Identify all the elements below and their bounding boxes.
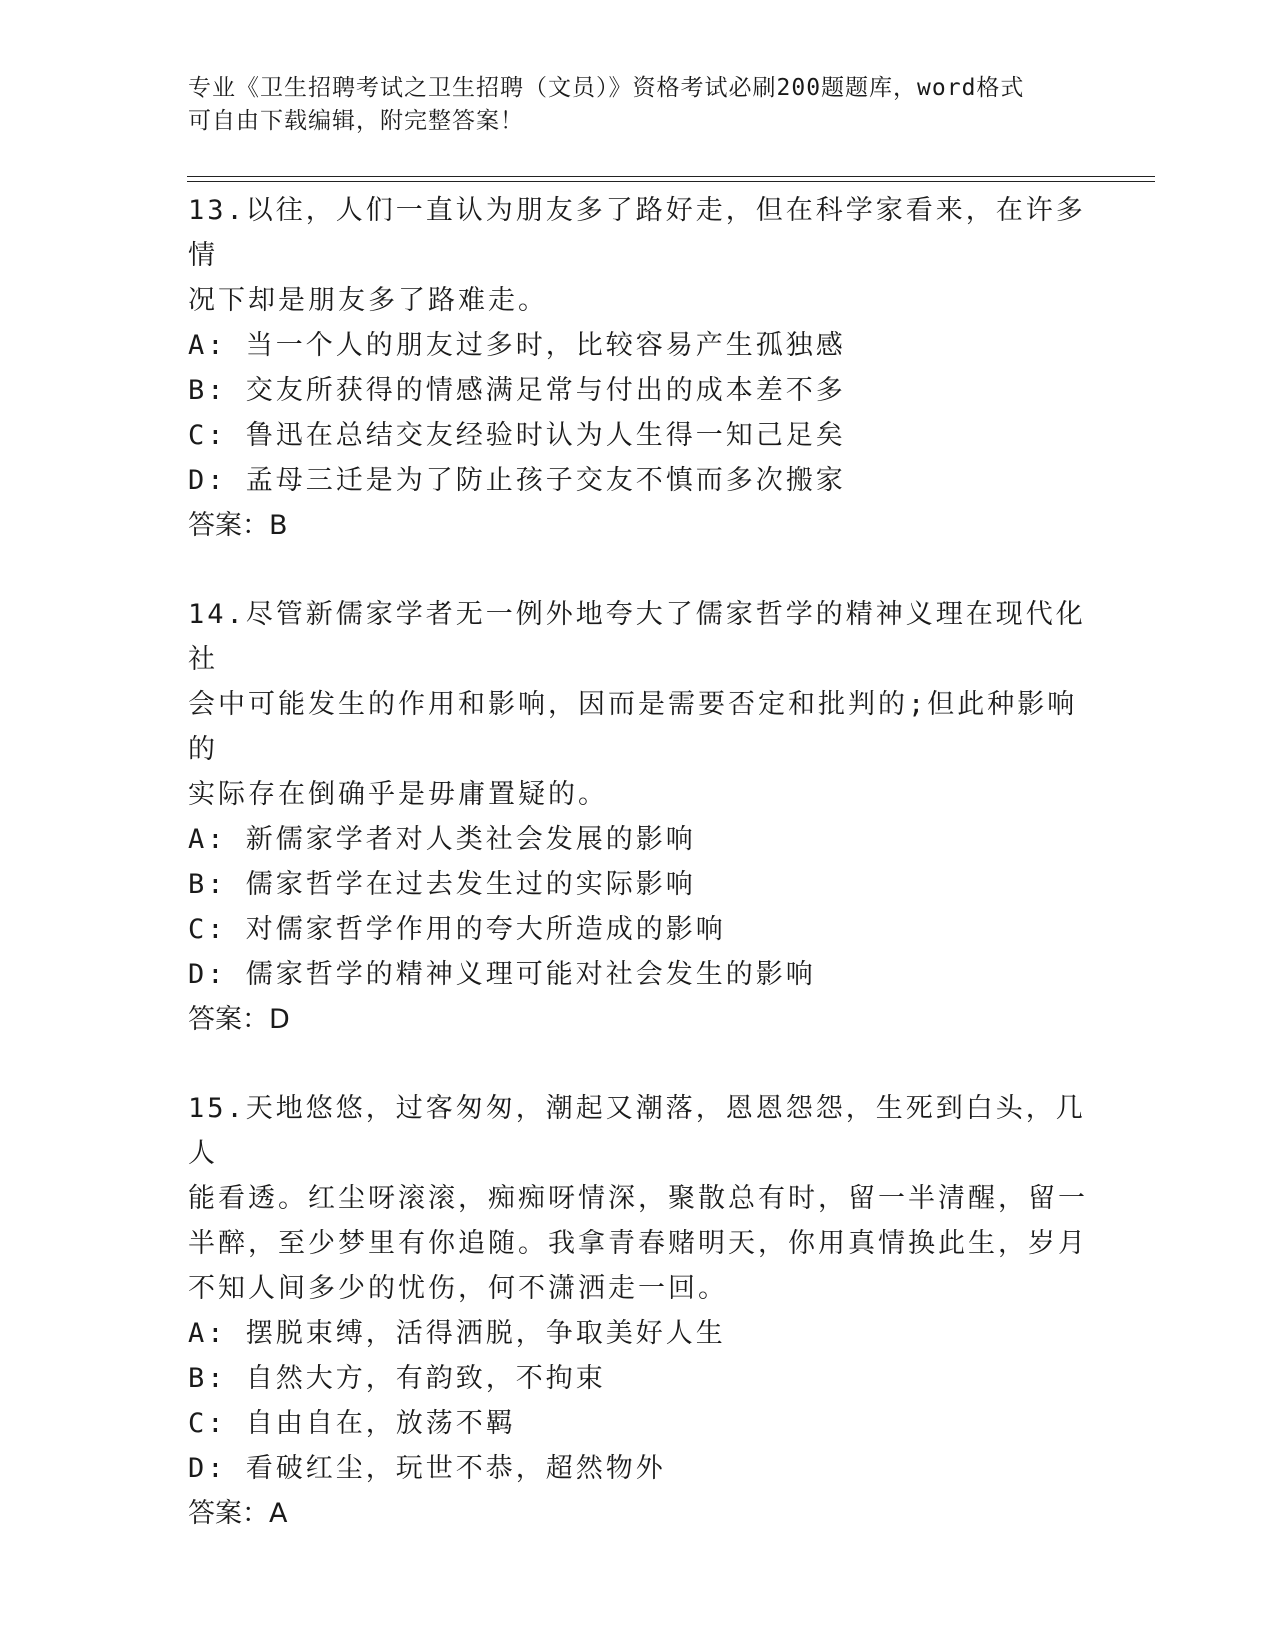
stem-line: 能看透。红尘呀滚滚，痴痴呀情深，聚散总有时，留一半清醒，留一 <box>188 1183 1088 1214</box>
header-divider-top <box>187 176 1155 177</box>
stem-line: 不知人间多少的忧伤，何不潇洒走一回。 <box>188 1273 728 1304</box>
option-c: C: 对儒家哲学作用的夸大所造成的影响 <box>188 914 726 945</box>
question-15 <box>188 1086 1088 1536</box>
stem-line: 半醉，至少梦里有你追随。我拿青春赌明天，你用真情换此生，岁月 <box>188 1228 1088 1259</box>
stem-line: 况下却是朋友多了路难走。 <box>188 285 548 316</box>
question-list <box>188 188 1088 1580</box>
option-c: C: 自由自在，放荡不羁 <box>188 1408 516 1439</box>
question-stem <box>188 188 1088 323</box>
option-d: D: 儒家哲学的精神义理可能对社会发生的影响 <box>188 959 816 990</box>
option-a: A: 当一个人的朋友过多时，比较容易产生孤独感 <box>188 330 846 361</box>
option-a: A: 摆脱束缚，活得洒脱，争取美好人生 <box>188 1318 726 1349</box>
answer: 答案：D <box>188 1004 290 1035</box>
option-c: C: 鲁迅在总结交友经验时认为人生得一知己足矣 <box>188 420 846 451</box>
document-header <box>188 72 1068 138</box>
option-b: B: 交友所获得的情感满足常与付出的成本差不多 <box>188 375 846 406</box>
stem-line: 实际存在倒确乎是毋庸置疑的。 <box>188 779 608 810</box>
option-d: D: 孟母三迁是为了防止孩子交友不慎而多次搬家 <box>188 465 846 496</box>
stem-line: 14.尽管新儒家学者无一例外地夸大了儒家哲学的精神义理在现代化社 <box>188 599 1086 675</box>
answer: 答案：A <box>188 1498 288 1529</box>
question-14 <box>188 592 1088 1042</box>
option-b: B: 自然大方，有韵致，不拘束 <box>188 1363 606 1394</box>
question-stem <box>188 592 1088 817</box>
answer: 答案：B <box>188 510 288 541</box>
question-13 <box>188 188 1088 548</box>
option-a: A: 新儒家学者对人类社会发展的影响 <box>188 824 696 855</box>
question-stem <box>188 1086 1088 1311</box>
stem-line: 13.以往，人们一直认为朋友多了路好走，但在科学家看来，在许多情 <box>188 195 1086 271</box>
header-divider-bottom <box>187 181 1155 182</box>
stem-line: 会中可能发生的作用和影响，因而是需要否定和批判的;但此种影响的 <box>188 689 1078 765</box>
stem-line: 15.天地悠悠，过客匆匆，潮起又潮落，恩恩怨怨，生死到白头，几人 <box>188 1093 1086 1169</box>
option-b: B: 儒家哲学在过去发生过的实际影响 <box>188 869 696 900</box>
header-line-1: 专业《卫生招聘考试之卫生招聘（文员）》资格考试必刷200题题库，word格式 <box>188 75 1025 101</box>
option-d: D: 看破红尘，玩世不恭，超然物外 <box>188 1453 666 1484</box>
header-line-2: 可自由下载编辑，附完整答案！ <box>188 108 524 134</box>
